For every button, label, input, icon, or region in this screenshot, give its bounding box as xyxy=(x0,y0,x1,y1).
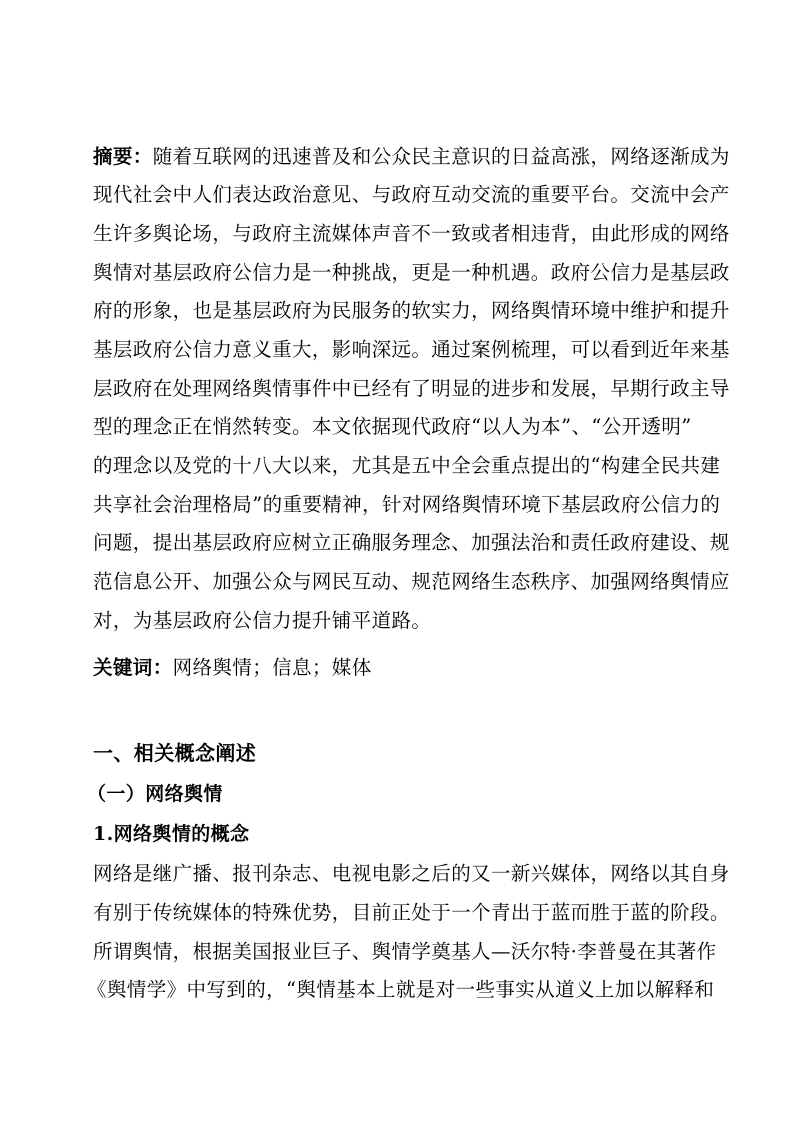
body-line-4: 《舆情学》中写到的，“舆情基本上就是对一些事实从道义上加以解释和 xyxy=(87,978,715,1001)
abstract-line-8: 型的理念正在悄然转变。本文依据现代政府“以人为本”、“公开透明” xyxy=(93,415,692,438)
abstract-label: 摘要： xyxy=(93,145,153,168)
abstract-line-11: 问题，提出基层政府应树立正确服务理念、加强法治和责任政府建设、规 xyxy=(93,531,730,554)
body-line-2: 有别于传统媒体的特殊优势，目前正处于一个青出于蓝而胜于蓝的阶段。 xyxy=(93,901,730,924)
abstract-line-5: 府的形象，也是基层政府为民服务的软实力，网络舆情环境中维护和提升 xyxy=(93,299,730,322)
body-line-1: 网络是继广播、报刊杂志、电视电影之后的又一新兴媒体，网络以其自身 xyxy=(93,862,730,885)
keywords-label: 关键词： xyxy=(93,656,173,679)
abstract-line-2: 现代社会中人们表达政治意见、与政府互动交流的重要平台。交流中会产 xyxy=(93,183,730,206)
section-heading: 一、相关概念阐述 xyxy=(93,741,257,765)
subsection-heading: （一）网络舆情 xyxy=(87,783,223,805)
abstract-line-7: 层政府在处理网络舆情事件中已经有了明显的进步和发展，早期行政主导 xyxy=(93,377,730,400)
abstract-line-13: 对，为基层政府公信力提升铺平道路。 xyxy=(93,609,432,632)
item-heading: 1.网络舆情的概念 xyxy=(93,823,250,845)
abstract-line-4: 舆情对基层政府公信力是一种挑战，更是一种机遇。政府公信力是基层政 xyxy=(93,261,730,284)
body-line-3: 所谓舆情，根据美国报业巨子、舆情学奠基人—沃尔特·李普曼在其著作 xyxy=(93,940,717,963)
abstract-text: 随着互联网的迅速普及和公众民主意识的日益高涨，网络逐渐成为 xyxy=(152,145,730,168)
abstract-line-10: 共享社会治理格局”的重要精神，针对网络舆情环境下基层政府公信力的 xyxy=(93,493,721,516)
abstract-line-12: 范信息公开、加强公众与网民互动、规范网络生态秩序、加强网络舆情应 xyxy=(93,570,730,593)
keywords-text: 网络舆情；信息；媒体 xyxy=(172,656,372,679)
abstract-line-1 xyxy=(93,145,730,169)
abstract-line-6: 基层政府公信力意义重大，影响深远。通过案例梳理，可以看到近年来基 xyxy=(93,338,730,361)
abstract-line-9: 的理念以及党的十八大以来，尤其是五中全会重点提出的“构建全民共建 xyxy=(93,454,721,477)
abstract-line-3: 生许多舆论场，与政府主流媒体声音不一致或者相违背，由此形成的网络 xyxy=(93,222,730,245)
keywords-line xyxy=(93,656,372,680)
